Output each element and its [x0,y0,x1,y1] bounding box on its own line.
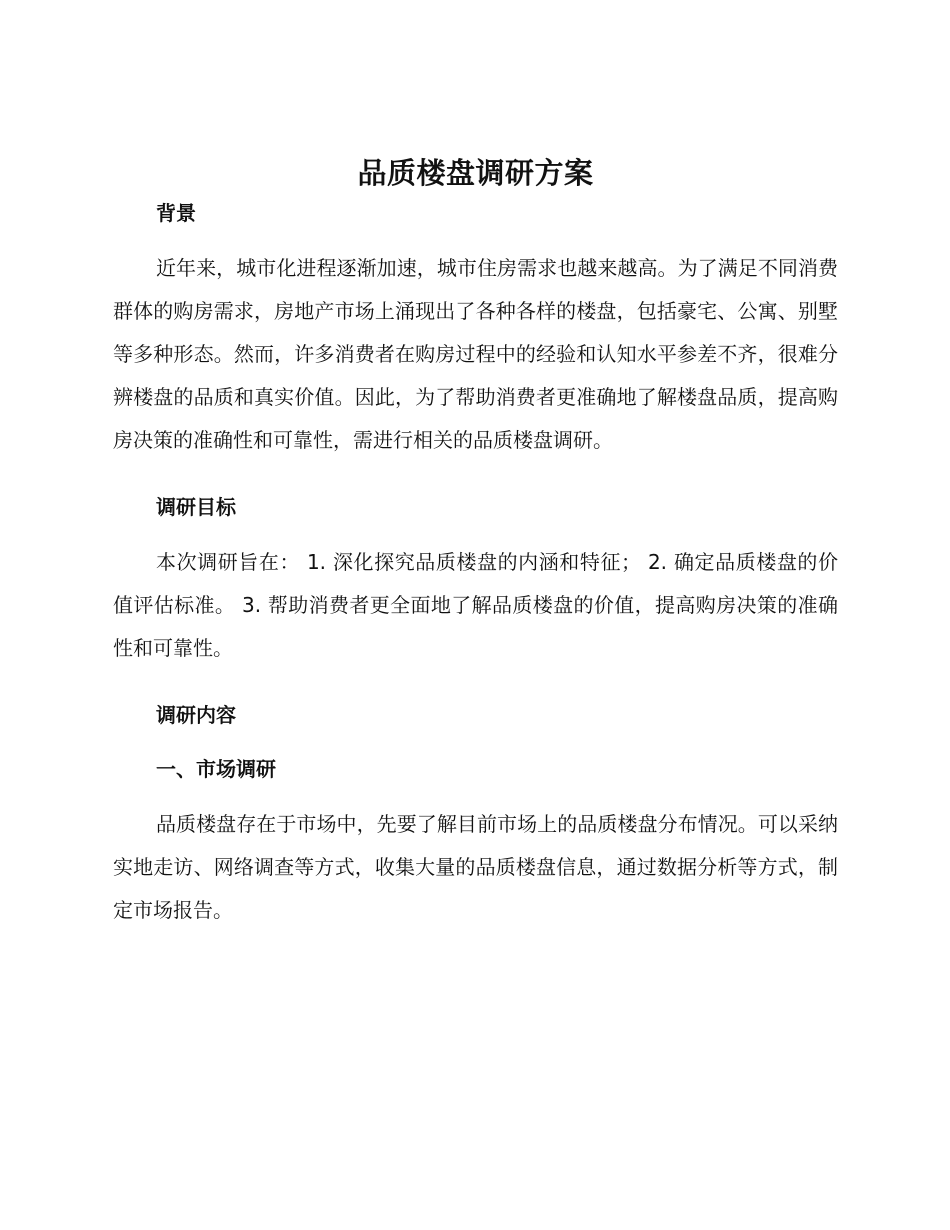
spacer [113,462,838,492]
paragraph-market: 品质楼盘存在于市场中，先要了解目前市场上的品质楼盘分布情况。可以采纳实地走访、网络调查等方式，收集大量的品质楼盘信息，通过数据分析等方式，制定市场报告。 [113,812,838,922]
spacer [113,730,838,754]
spacer [113,522,838,541]
spacer [113,670,838,700]
spacer [113,228,838,247]
document-body [113,150,838,932]
heading-market: 一、市场调研 [156,757,276,781]
spacer [113,784,838,803]
heading-goals: 调研目标 [156,495,236,519]
heading-content: 调研内容 [156,703,236,727]
document-title: 品质楼盘调研方案 [357,156,594,190]
heading-background: 背景 [156,201,196,225]
paragraph-background: 近年来，城市化进程逐渐加速，城市住房需求也越来越高。为了满足不同消费群体的购房需求，房地产市场上涌现出了各种各样的楼盘，包括豪宅、公寓、别墅等多种形态。然而，许多消费者在购房过程中的经验和认知水平参差不齐，很难分辨楼盘的品质和真实价值。因此，为了帮助消费者更准确地了解楼盘品质，提高购房决策的准确性和可靠性，需进行相关的品质楼盘调研。 [113,256,838,452]
paragraph-goals: 本次调研旨在： 1. 深化探究品质楼盘的内涵和特征； 2. 确定品质楼盘的价值评估标准。 3. 帮助消费者更全面地了解品质楼盘的价值，提高购房决策的准确性和可靠性。 [113,550,838,660]
